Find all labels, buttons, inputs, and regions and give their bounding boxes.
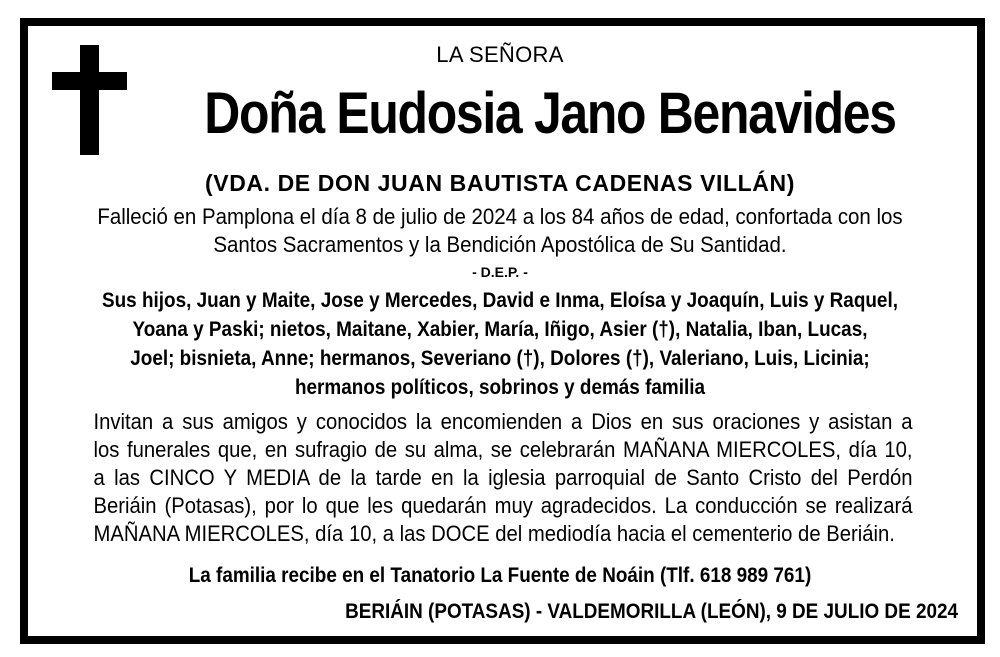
invitation-line: Beriáin (Potasas), por lo que les quedarán muy agradecidos. La conducción se realizará xyxy=(93,493,913,518)
funeral-invitation xyxy=(94,408,913,548)
title-prefix: LA SEÑORA xyxy=(436,42,564,67)
death-announcement xyxy=(72,203,928,259)
invitation-line: MAÑANA MIERCOLES, día 10, a las DOCE del mediodía hacia el cementerio de Beriáin. xyxy=(93,521,895,546)
death-line: Santos Sacramentos y la Bendición Apostólica de Su Santidad. xyxy=(213,232,787,257)
family-list xyxy=(95,286,905,402)
place-date: BERIÁIN (POTASAS) - VALDEMORILLA (LEÓN), 9 DE JULIO DE 2024 xyxy=(345,600,958,623)
invitation-line: Invitan a sus amigos y conocidos la encomienden a Dios en sus oraciones y asistan a xyxy=(93,409,913,434)
family-line: Yoana y Paski; nietos, Maitane, Xabier, María, Iñigo, Asier (†), Natalia, Iban, Lucas, xyxy=(132,317,868,341)
invitation-line: a las CINCO Y MEDIA de la tarde en la iglesia parroquial de Santo Cristo del Perdón xyxy=(93,465,913,490)
family-line: hermanos políticos, sobrinos y demás familia xyxy=(294,375,706,399)
invitation-line: los funerales que, en sufragio de su alma, se celebrarán MAÑANA MIERCOLES, día 10, xyxy=(93,437,913,462)
widow-of: (VDA. DE DON JUAN BAUTISTA CADENAS VILLÁN) xyxy=(205,170,795,196)
death-line: Falleció en Pamplona el día 8 de julio de 2024 a los 84 años de edad, confortada con los xyxy=(97,204,903,229)
family-line: Joel; bisnieta, Anne; hermanos, Severiano (†), Dolores (†), Valeriano, Luis, Licinia; xyxy=(130,346,870,370)
deceased-name: Doña Eudosia Jano Benavides xyxy=(204,81,896,146)
family-line: Sus hijos, Juan y Maite, Jose y Mercedes, David e Inma, Eloísa y Joaquín, Luis y Raquel, xyxy=(102,288,898,312)
dep-mark: - D.E.P. - xyxy=(472,264,528,280)
tanatorio-info: La familia recibe en el Tanatorio La Fuente de Noáin (Tlf. 618 989 761) xyxy=(188,564,812,587)
